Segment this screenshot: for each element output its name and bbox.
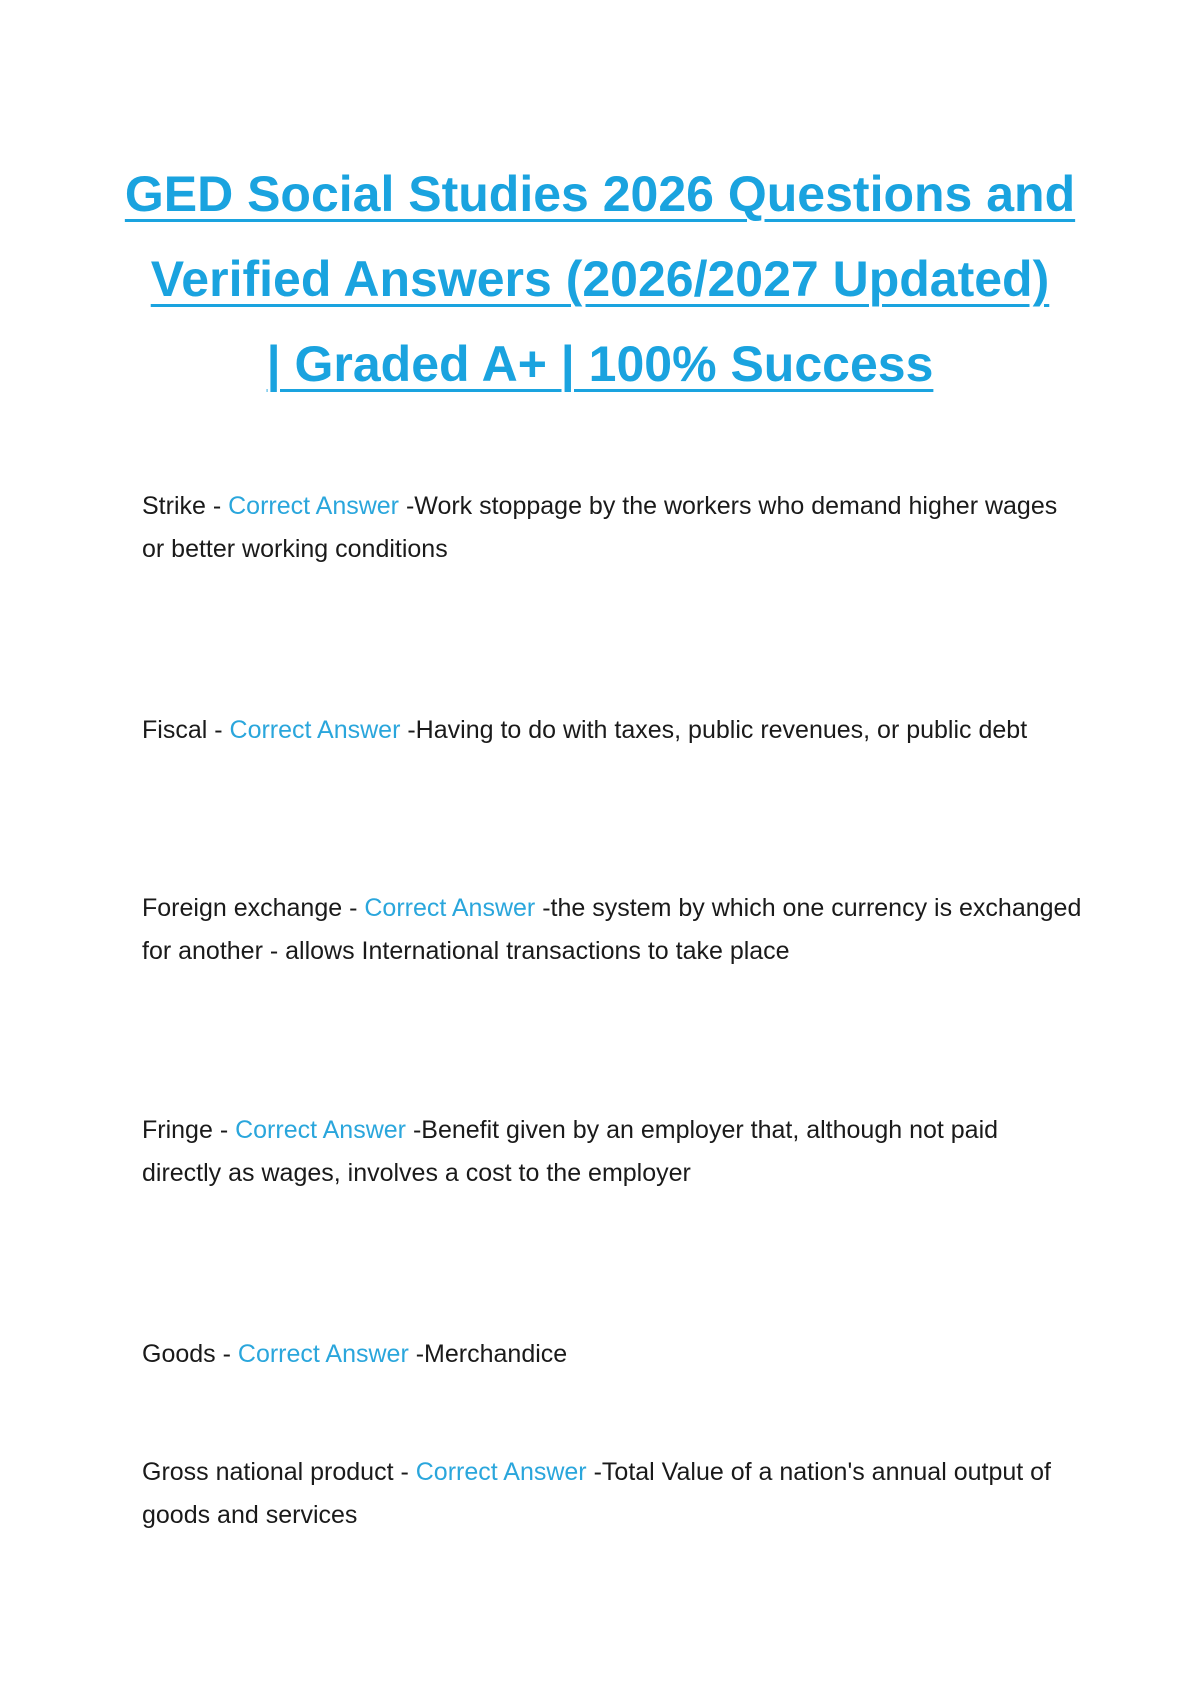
title-line-3: | Graded A+ | 100% Success — [266, 336, 934, 392]
qa-entry-fiscal — [142, 709, 1082, 752]
entry-separator: - — [342, 894, 365, 922]
qa-entry-foreign-exchange — [142, 887, 1082, 973]
entry-separator: - — [393, 1458, 416, 1486]
qa-entry-strike — [142, 485, 1082, 571]
entry-separator: - — [212, 1116, 236, 1144]
qa-entry-gross-national-product — [142, 1451, 1082, 1537]
qa-entry-fringe — [142, 1109, 1082, 1195]
entry-term: Goods — [142, 1340, 216, 1368]
entry-term: Fringe — [142, 1116, 213, 1144]
entry-separator: - — [205, 492, 229, 520]
entry-definition: -Merchandice — [415, 1340, 568, 1368]
correct-answer-label: Correct Answer — [364, 894, 536, 922]
title-line-1: GED Social Studies 2026 Questions and — [124, 166, 1076, 222]
entry-definition: -Total Value of a nation's annual output of goods and services — [142, 1458, 1052, 1529]
entry-definition: -Work stoppage by the workers who demand higher wages or better working conditions — [142, 492, 1058, 563]
correct-answer-label: Correct Answer — [229, 716, 401, 744]
qa-entry-goods — [142, 1333, 1082, 1376]
entry-definition: -Benefit given by an employer that, although not paid directly as wages, involves a cost to the employer — [142, 1116, 999, 1187]
entry-term: Foreign exchange — [142, 894, 343, 922]
document-title — [100, 152, 1100, 407]
correct-answer-label: Correct Answer — [237, 1340, 409, 1368]
correct-answer-label: Correct Answer — [228, 492, 400, 520]
title-line-2: Verified Answers (2026/2027 Updated) — [150, 251, 1050, 307]
entry-term: Fiscal — [142, 716, 208, 744]
entry-definition: -Having to do with taxes, public revenues, or public debt — [407, 716, 1028, 744]
entry-term: Strike — [142, 492, 206, 520]
entry-term: Gross national product — [142, 1458, 394, 1486]
correct-answer-label: Correct Answer — [415, 1458, 587, 1486]
entry-definition: -the system by which one currency is exchanged for another - allows International transactions to take place — [142, 894, 1082, 965]
entry-separator: - — [215, 1340, 238, 1368]
entry-separator: - — [207, 716, 230, 744]
correct-answer-label: Correct Answer — [235, 1116, 406, 1144]
